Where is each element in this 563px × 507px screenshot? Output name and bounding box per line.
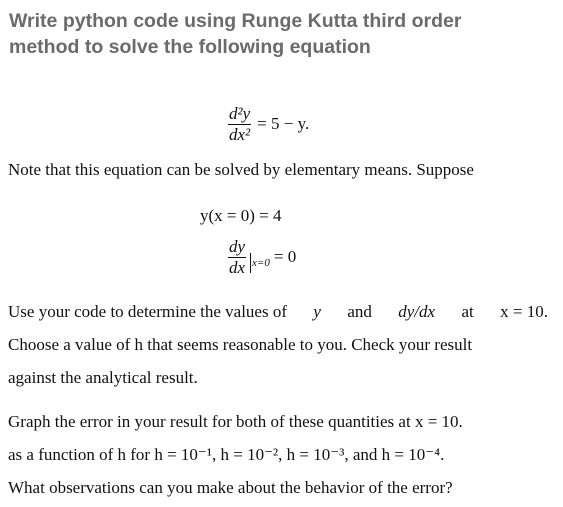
task-word-at: at xyxy=(461,302,474,321)
task-line-1-text: Use your code to determine the values of xyxy=(8,302,287,321)
task-var-y: y xyxy=(313,302,321,321)
initial-condition-rhs: = 0 xyxy=(273,247,297,266)
first-derivative-fraction xyxy=(228,238,246,277)
second-derivative-numerator: d²y xyxy=(229,103,251,123)
graph-line-3: What observations can you make about the behavior of the error? xyxy=(8,478,453,497)
task-line-1 xyxy=(8,295,548,328)
first-derivative-numerator: dy xyxy=(229,236,246,256)
equation-rhs: = 5 − y. xyxy=(257,114,310,133)
title-line-2: method to solve the following equation xyxy=(9,36,371,58)
second-derivative-denominator: dx² xyxy=(229,124,251,144)
title-line-1: Write python code using Runge Kutta third order xyxy=(9,10,462,32)
first-derivative-denominator: dx xyxy=(229,257,246,277)
graph-paragraph xyxy=(8,405,548,504)
evaluation-subscript: x=0 xyxy=(252,257,270,269)
initial-condition-dydx xyxy=(226,234,296,280)
task-line-3: against the analytical result. xyxy=(8,368,198,387)
task-word-and: and xyxy=(347,302,372,321)
evaluation-bar xyxy=(250,253,251,273)
differential-equation xyxy=(226,101,309,147)
task-x-value: x = 10. xyxy=(500,302,548,321)
task-line-2: Choose a value of h that seems reasonable to you. Check your result xyxy=(8,335,473,354)
task-var-dydx: dy/dx xyxy=(398,302,436,321)
initial-condition-y: y(x = 0) = 4 xyxy=(200,206,282,225)
note-paragraph: Note that this equation can be solved by elementary means. Suppose xyxy=(8,160,474,179)
question-title xyxy=(9,8,559,60)
graph-line-1: Graph the error in your result for both of these quantities at x = 10. xyxy=(8,412,463,431)
graph-line-2: as a function of h for h = 10⁻¹, h = 10⁻², h = 10⁻³, and h = 10⁻⁴. xyxy=(8,445,445,464)
second-derivative-fraction xyxy=(228,105,251,144)
task-paragraph xyxy=(8,295,548,394)
